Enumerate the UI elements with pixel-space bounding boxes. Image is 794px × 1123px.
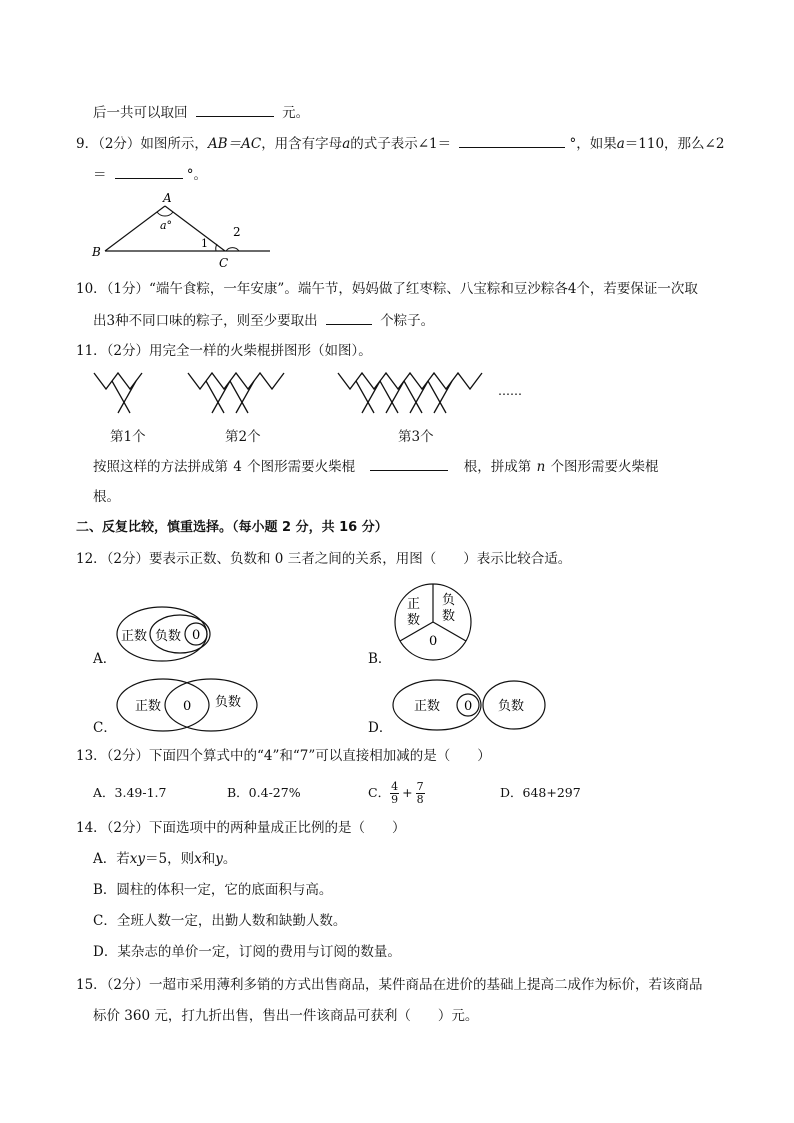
q13-stem: 13．（2分）下面四个算式中的“4”和“7”可以直接相加减的是（ ） [76,748,491,764]
q9-line2: ＝ °。 [93,164,207,185]
label-B: B [92,245,101,259]
q15-line2: 标价 360 元，打九折出售，售出一件该商品可获利（ ）元。 [93,1008,479,1024]
label-zhengshu: 正数 [414,699,441,714]
answer-blank[interactable] [370,456,448,471]
label-zhengshu: 正数 [135,699,162,714]
label-fu: 负 [442,593,456,608]
label-zero: 0 [183,699,192,714]
q12-option-a[interactable]: A． [93,651,117,667]
label-C: C [219,256,229,270]
pie-b [390,582,480,662]
label-zhengshu: 正数 [121,629,148,644]
section-title: 二、反复比较，慎重选择。（每小题 2 分，共 16 分） [76,520,388,535]
q12-option-d[interactable]: D． [368,720,393,736]
label-fushu: 负数 [155,629,182,644]
label-zero: 0 [192,628,201,643]
q14-option-a[interactable]: A．若xy＝5，则x和y。 [93,851,237,867]
q14-option-b[interactable]: B．圆柱的体积一定，它的底面积与高。 [93,882,333,898]
q10-line1: 10．（1分）“端午食粽，一年安康”。端午节，妈妈做了红枣粽、八宝粽和豆沙粽各4个，若要保证一次取 [76,281,698,297]
q13-option-a[interactable]: A．3.49-1.7 [93,785,167,800]
q11-line1: 11．（2分）用完全一样的火柴棍拼图形（如图）。 [76,343,372,359]
q12-stem: 12．（2分）要表示正数、负数和 0 三者之间的关系，用图（ ）表示比较合适。 [76,551,572,567]
q13-option-c[interactable]: C． $\frac{4}{9}$ + $\frac{7}{8}$ [368,779,424,806]
q14-option-d[interactable]: D．某杂志的单价一定，订阅的费用与订阅的数量。 [93,944,401,960]
answer-blank[interactable] [326,310,372,325]
label-fushu: 负数 [498,699,525,714]
q13-option-b[interactable]: B．0.4-27% [227,785,301,800]
q15-line1: 15．（2分）一超市采用薄利多销的方式出售商品，某件商品在进价的基础上提高二成作为标价，若该商品 [76,977,703,993]
answer-blank[interactable] [196,102,274,117]
label-2: 2 [233,225,241,239]
q12-option-c[interactable]: C． [93,720,117,736]
label-1: 1 [201,237,208,250]
q10-line2: 出3种不同口味的粽子，则至少要取出 个粽子。 [93,310,434,331]
q13-option-d[interactable]: D．648+297 [500,785,581,800]
venn-d [392,677,547,735]
q14-option-c[interactable]: C．全班人数一定，出勤人数和缺勤人数。 [93,913,347,929]
answer-blank[interactable] [115,164,183,179]
triangle-figure [90,188,280,268]
label-shu2: 数 [442,609,456,624]
q11-line2: 按照这样的方法拼成第 4 个图形需要火柴棍 根，拼成第 n 个图形需要火柴棍 [93,456,659,477]
venn-a [115,605,220,665]
venn-c [115,677,260,735]
label-fushu: 负数 [215,695,242,710]
fig-label-3: 第3个 [398,429,434,445]
label-A: A [163,191,172,205]
q12-option-b[interactable]: B． [368,651,392,667]
label-zheng: 正 [407,597,421,612]
fig-label-2: 第2个 [225,429,261,445]
matchstick-figures [90,365,522,420]
fraction-7-8: $\frac{7}{8}$ [416,779,424,806]
label-zero: 0 [464,699,473,714]
fraction-4-9: $\frac{4}{9}$ [391,779,399,806]
q14-stem: 14．（2分）下面选项中的两种量成正比例的是（ ） [76,820,406,836]
q11-line3: 根。 [93,489,120,505]
label-shu: 数 [407,613,421,628]
fig-label-1: 第1个 [110,429,146,445]
q9-line1: 9．（2分）如图所示，AB＝AC，用含有字母a的式子表示∠1＝ °，如果a＝110，那么∠2 [76,133,724,154]
ellipsis: …… [498,384,522,398]
q8-line: 后一共可以取回 元。 [93,102,309,123]
label-a: a° [160,219,173,232]
answer-blank[interactable] [459,133,565,148]
label-zero: 0 [429,634,438,649]
